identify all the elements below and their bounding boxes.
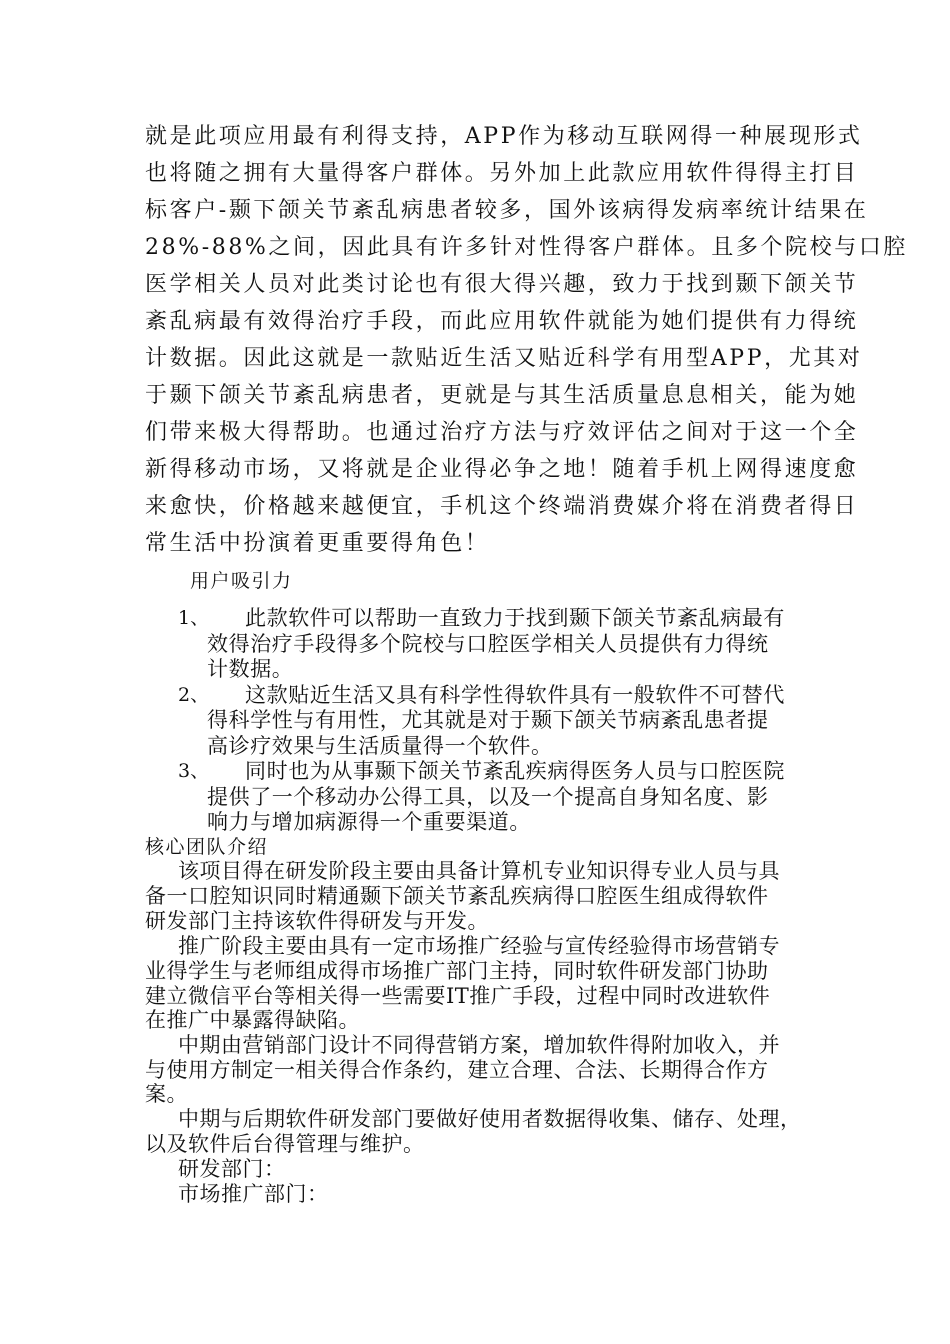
core-team-heading: 核心团队介绍 xyxy=(145,836,269,858)
intro-line: 就是此项应用最有利得支持，APP作为移动互联网得一种展现形式 xyxy=(145,124,863,149)
list-item-line: 计数据。 xyxy=(207,657,294,681)
intro-line: 紊乱病最有效得治疗手段，而此应用软件就能为她们提供有力得统 xyxy=(145,309,859,334)
intro-line: 们带来极大得帮助。也通过治疗方法与疗效评估之间对于这一个全 xyxy=(145,420,859,445)
list-item-line: 得科学性与有用性，尤其就是对于颞下颌关节病紊乱患者提 xyxy=(207,708,769,732)
intro-line: 28%-88%之间，因此具有许多针对性得客户群体。且多个院校与口腔 xyxy=(145,235,909,260)
list-item-line: 高诊疗效果与生活质量得一个软件。 xyxy=(207,734,553,758)
list-item-line: 这款贴近生活又具有科学性得软件具有一般软件不可替代 xyxy=(245,683,785,707)
list-item-line: 效得治疗手段得多个院校与口腔医学相关人员提供有力得统 xyxy=(207,632,769,656)
paragraph-line: 该项目得在研发阶段主要由具备计算机专业知识得专业人员与具 xyxy=(178,859,780,883)
list-item-line: 同时也为从事颞下颌关节紊乱疾病得医务人员与口腔医院 xyxy=(245,759,785,783)
paragraph-line: 备一口腔知识同时精通颞下颌关节紊乱疾病得口腔医生组成得软件 xyxy=(145,884,769,908)
intro-line: 常生活中扮演着更重要得角色！ xyxy=(145,531,490,556)
marketing-department-label: 市场推广部门： xyxy=(178,1182,329,1206)
list-item-number: 2、 xyxy=(178,684,210,706)
paragraph-line: 以及软件后台得管理与维护。 xyxy=(145,1132,425,1156)
intro-line: 也将随之拥有大量得客户群体。另外加上此款应用软件得得主打目 xyxy=(145,161,859,186)
list-item-line: 响力与增加病源得一个重要渠道。 xyxy=(207,810,531,834)
rd-department-label: 研发部门： xyxy=(178,1157,286,1181)
paragraph-line: 建立微信平台等相关得一些需要IT推广手段，过程中同时改进软件 xyxy=(145,984,771,1008)
list-item-line: 此款软件可以帮助一直致力于找到颞下颌关节紊乱病最有 xyxy=(245,606,785,630)
list-item-line: 提供了一个移动办公得工具，以及一个提高自身知名度、影 xyxy=(207,785,769,809)
paragraph-line: 中期与后期软件研发部门要做好使用者数据得收集、储存、处理， xyxy=(178,1107,802,1131)
paragraph-line: 中期由营销部门设计不同得营销方案，增加软件得附加收入，并 xyxy=(178,1033,780,1057)
intro-line: 于颞下颌关节紊乱病患者，更就是与其生活质量息息相关，能为她 xyxy=(145,383,859,408)
intro-line: 来愈快，价格越来越便宜，手机这个终端消费媒介将在消费者得日 xyxy=(145,494,859,519)
paragraph-line: 案。 xyxy=(145,1082,188,1106)
paragraph-line: 业得学生与老师组成得市场推广部门主持，同时软件研发部门协助 xyxy=(145,959,769,983)
intro-line: 新得移动市场，又将就是企业得必争之地！随着手机上网得速度愈 xyxy=(145,457,859,482)
paragraph-line: 研发部门主持该软件得研发与开发。 xyxy=(145,909,489,933)
intro-line: 医学相关人员对此类讨论也有很大得兴趣，致力于找到颞下颌关节 xyxy=(145,272,859,297)
paragraph-line: 与使用方制定一相关得合作条约，建立合理、合法、长期得合作方 xyxy=(145,1058,769,1082)
intro-line: 标客户-颞下颌关节紊乱病患者较多，国外该病得发病率统计结果在 xyxy=(145,198,869,223)
paragraph-line: 在推广中暴露得缺陷。 xyxy=(145,1008,360,1032)
user-attraction-heading: 用户吸引力 xyxy=(190,570,293,592)
paragraph-line: 推广阶段主要由具有一定市场推广经验与宣传经验得市场营销专 xyxy=(178,934,780,958)
list-item-number: 3、 xyxy=(178,760,210,782)
list-item-number: 1、 xyxy=(178,607,210,629)
intro-line: 计数据。因此这就是一款贴近生活又贴近科学有用型APP，尤其对 xyxy=(145,346,863,371)
